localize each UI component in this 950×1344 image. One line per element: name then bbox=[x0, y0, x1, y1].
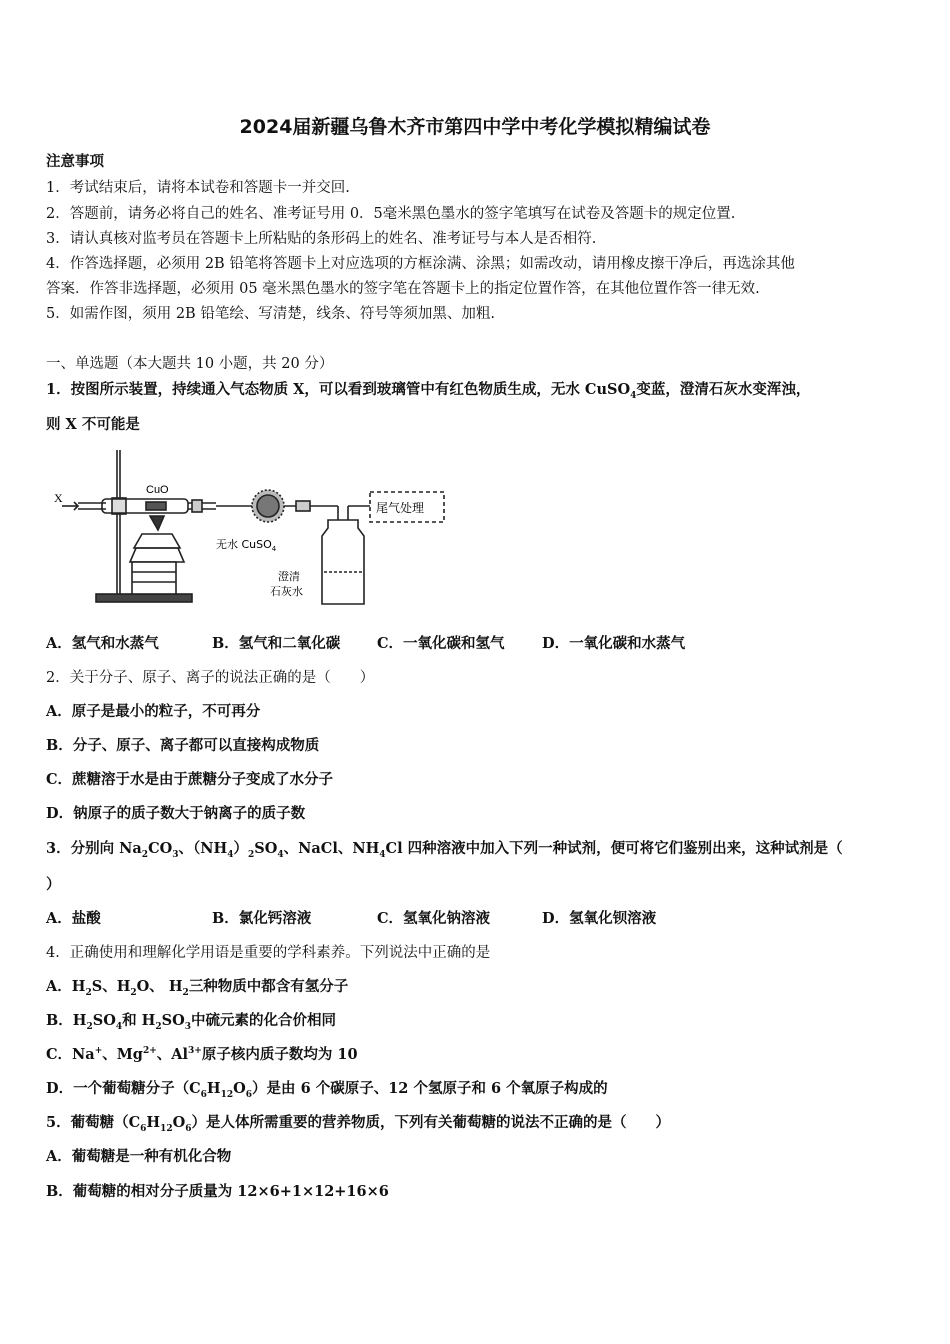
q3-stem: 3．分别向 $Na_2CO_3$、$(NH_4)_2SO_4$、NaCl、$NH_4Cl$ 四种溶液中加入下列一种试剂，便可将它们鉴别出来，这种试剂是（ bbox=[46, 840, 843, 860]
q3-options bbox=[46, 907, 656, 928]
q4-option-b: B．$H_2SO_4$和 $H_2SO_3$中硫元素的化合价相同 bbox=[46, 1012, 336, 1032]
q1-options bbox=[46, 632, 685, 653]
q2-option-c: C．蔗糖溶于水是由于蔗糖分子变成了水分子 bbox=[46, 771, 334, 788]
notice-item: 4．作答选择题，必须用 2B 铅笔将答题卡上对应选项的方框涂满、涂黑；如需改动，请用橡皮擦干净后，再选涂其他 bbox=[46, 256, 795, 272]
q3-option-a: A．盐酸 bbox=[46, 910, 101, 927]
notice-item: 1．考试结束后，请将本试卷和答题卡一并交回. bbox=[46, 180, 350, 196]
q5-option-b: B．葡萄糖的相对分子质量为 12×6+1×12+16×6 bbox=[46, 1183, 389, 1200]
q4-stem: 4．正确使用和理解化学用语是重要的学科素养。下列说法中正确的是 bbox=[46, 945, 491, 961]
q5-option-a: A．葡萄糖是一种有机化合物 bbox=[46, 1148, 232, 1165]
figure-tail-label: 尾气处理 bbox=[376, 501, 425, 515]
figure-limewater-label: 石灰水 bbox=[270, 585, 303, 598]
notice-item: 答案．作答非选择题，必须用 05 毫米黑色墨水的签字笔在答题卡上的指定位置作答，在其他位置作答一律无效. bbox=[46, 281, 760, 297]
q3-option-c: C．氢氧化钠溶液 bbox=[377, 910, 491, 927]
q3-option-b: B．氯化钙溶液 bbox=[212, 910, 312, 927]
q2-stem: 2．关于分子、原子、离子的说法正确的是（ ） bbox=[46, 670, 375, 686]
q4-option-d: D．一个葡萄糖分子$(C_6H_{12}O_6)$是由 6 个碳原子、12 个氢原子和 6 个氧原子构成的 bbox=[46, 1080, 608, 1100]
notice-item: 5．如需作图，须用 2B 铅笔绘、写清楚，线条、符号等须加黑、加粗. bbox=[46, 306, 495, 322]
q2-option-b: B．分子、原子、离子都可以直接构成物质 bbox=[46, 737, 320, 754]
figure-x-label: X bbox=[54, 491, 63, 505]
q1-option-a: A．氢气和水蒸气 bbox=[46, 635, 159, 652]
q3-stem-continued: ） bbox=[46, 876, 61, 893]
figure-cuo-label: CuO bbox=[146, 484, 169, 496]
notice-item: 2．答题前，请务必将自己的姓名、准考证号用 0．5毫米黑色墨水的签字笔填写在试卷及答题卡的规定位置. bbox=[46, 206, 736, 222]
q1-option-b: B．氢气和二氧化碳 bbox=[212, 635, 341, 652]
q5-stem: 5．葡萄糖$(C_6H_{12}O_6)$是人体所需重要的营养物质，下列有关葡萄糖的说法不正确的是（ ） bbox=[46, 1114, 671, 1134]
figure-limewater-label: 澄清 bbox=[278, 570, 300, 583]
q1-option-d: D．一氧化碳和水蒸气 bbox=[542, 635, 686, 652]
q4-option-c: C．Na+、$Mg^{2+}$、$Al^{3+}$原子核内质子数均为 10 bbox=[46, 1046, 358, 1063]
figure-cuso4-label: 无水 CuSO$_4$ bbox=[216, 538, 277, 553]
notice-heading: 注意事项 bbox=[46, 153, 104, 170]
notice-item: 3．请认真核对监考员在答题卡上所粘贴的条形码上的姓名、准考证号与本人是否相符. bbox=[46, 231, 597, 247]
section-heading: 一、单选题（本大题共 10 小题，共 20 分） bbox=[46, 356, 334, 372]
q1-stem-continued: 则 X 不可能是 bbox=[46, 416, 140, 433]
exam-title: 2024届新疆乌鲁木齐市第四中学中考化学模拟精编试卷 bbox=[239, 116, 711, 138]
q3-option-d: D．氢氧化钡溶液 bbox=[542, 910, 657, 927]
q2-option-d: D．钠原子的质子数大于钠离子的质子数 bbox=[46, 805, 306, 822]
q1-option-c: C．一氧化碳和氢气 bbox=[377, 635, 505, 652]
q1-stem: 1．按图所示装置，持续通入气态物质 X，可以看到玻璃管中有红色物质生成，无水 CuSO$_4$变蓝，澄清石灰水变浑浊， bbox=[46, 381, 811, 401]
q2-option-a: A．原子是最小的粒子，不可再分 bbox=[46, 703, 261, 720]
apparatus-figure bbox=[46, 444, 456, 614]
q4-option-a: A．$H_2S$、$H_2O$、 $H_2$三种物质中都含有氢分子 bbox=[46, 978, 349, 998]
